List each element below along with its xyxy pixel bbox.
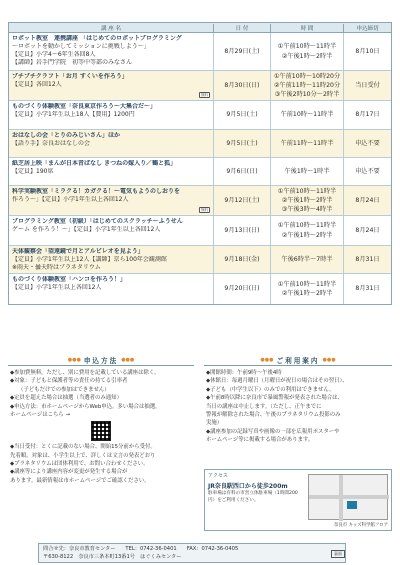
event-deadline: 当日受付 <box>343 71 391 100</box>
table-row <box>9 158 391 186</box>
event-date: 9月6日(日) <box>213 158 270 185</box>
event-time: 午後1時～1時半 <box>284 167 330 175</box>
apply-title: ●●● 申込方法 ●●● <box>8 355 194 366</box>
event-title: プチプチクラフト「お月 すくいを作ろう」 <box>12 73 128 80</box>
event-detail: 【定員】小学1年生以上18人【費用】1200円 <box>12 111 135 119</box>
header-deadline: 申込締切 <box>343 24 391 32</box>
event-date: 9月13日(日) <box>213 216 270 245</box>
qr-code-icon[interactable] <box>91 421 111 441</box>
free-badge-icon: 無料 <box>199 207 210 213</box>
header-time: 時 間 <box>270 24 343 32</box>
event-deadline: 8月24日 <box>343 186 391 215</box>
map-building-icon <box>347 501 357 509</box>
event-date: 9月20日(日) <box>213 274 270 304</box>
event-name-cell <box>9 186 213 215</box>
event-name-cell <box>9 101 213 129</box>
usage-list <box>204 369 392 444</box>
event-title: ものづくり体験教室「奈良東京作ろう～大集合だ～」 <box>12 103 157 110</box>
event-date: 9月5日(土) <box>213 101 270 129</box>
event-detail: 【講師】岩手門学院 初等中等部のみなさん <box>12 59 133 67</box>
event-time: ②午後1時～2時半 <box>281 231 333 239</box>
apply-item: ◆定員を超えた場合は抽選（当選者のみ通知） <box>10 395 122 402</box>
apply-item: （子どもだけでの参加はできません） <box>18 386 110 393</box>
event-date: 8月29日(土) <box>213 33 270 70</box>
event-date: 9月5日(土) <box>213 130 270 157</box>
event-detail: ゲーム を作ろう！～」【定員】小学1年生以上各回12人 <box>12 226 161 234</box>
table-row <box>9 130 391 158</box>
event-deadline: 8月17日 <box>343 101 391 129</box>
event-time-cell <box>270 130 343 157</box>
event-time-cell <box>270 216 343 245</box>
apply-item: ◆参加費無料。ただし、別に費用を記載している講座は除く。 <box>10 370 160 376</box>
event-time: 午前10時～11時半 <box>280 111 334 119</box>
event-name-cell <box>9 158 213 185</box>
usage-item: ◆開館時間：午前9時～午後4時 <box>206 370 282 376</box>
event-detail: 【定員】各回12人 <box>12 81 62 89</box>
usage-item: ◆休館日：毎週月曜日（月曜日が祝日の場合はその翌日）、 <box>206 378 348 385</box>
apply-item: 先着順。対象は、小学生以上で、詳しくは文言の発表どおり <box>10 452 156 459</box>
footer-fax: FAX：0742-36-0405 <box>186 546 239 552</box>
event-title: 天体観察会「望遠鏡で月とアルビレオを見よう」 <box>12 248 144 255</box>
event-date: 9月12日(土) <box>213 186 270 215</box>
usage-item: ◆子ども（中学生以下）のみでの利用はできません。 <box>206 386 335 393</box>
event-time-cell <box>270 186 343 215</box>
event-time: ①午前10時～11時半 <box>277 222 337 230</box>
event-title: ものづくり体験教室「ハンコを作ろう！」 <box>12 276 127 283</box>
apply-item: ホームページはこちら → <box>10 411 71 418</box>
apply-item: ◆申込方法：市ホームページからWeb申込。多い場合は抽選。 <box>10 403 161 410</box>
event-detail: 【語り手】奈良おはなしの会 <box>12 140 91 148</box>
event-date: 8月30日(日) <box>213 71 270 100</box>
access-header: アクセス <box>208 473 228 479</box>
map-road <box>339 475 343 521</box>
table-row <box>9 101 391 130</box>
usage-item: 当日の講座は中止します。（ただし、正午までに <box>206 403 322 410</box>
apply-item: ◆当日受付：とくに記載のない場合、開始15分前から受付。 <box>10 444 156 451</box>
event-time: ②午後1時～2時半 <box>281 290 333 297</box>
event-name-cell <box>9 246 213 273</box>
event-name-cell <box>9 71 213 100</box>
event-detail: 作ろう～」【定員】小学1年生以上各回12人 <box>12 196 129 204</box>
usage-title: ●●● ご利用案内 ●●● <box>204 355 392 366</box>
usage-item: 実施） <box>206 420 223 427</box>
event-time-cell <box>270 33 343 70</box>
event-time: 午前11時～11時半 <box>280 139 334 147</box>
table-body <box>9 33 391 304</box>
event-detail: 【定員】小学4～6年生各回8人 <box>12 51 96 59</box>
event-deadline: 8月24日 <box>343 216 391 245</box>
usage-item: ◆講座参加の記録写真や画像の一部を広報用ポスターや <box>206 428 340 435</box>
event-time-cell <box>270 274 343 304</box>
event-time: 午後6時半～7時半 <box>281 255 333 263</box>
access-station: JR奈良駅西口から徒歩200m <box>208 483 288 490</box>
events-table <box>8 22 392 305</box>
usage-item: ◆午前8時以降に奈良市で暴風警報が発表された場合は、 <box>206 395 343 402</box>
event-title: ロボット教室 連携講座 「はじめてのロボットプログラミング <box>12 35 182 42</box>
event-detail: ※雨天・曇天時はプラネタリウム <box>12 264 101 272</box>
access-map <box>308 474 388 520</box>
footer-address: 〒630-8122 奈良市三条本町13番1号 はぐくみセンター <box>43 553 182 560</box>
table-row <box>9 274 391 304</box>
table-row <box>9 33 391 71</box>
event-title: プログラミング教室（初級）「はじめてのスクラッチ～ふうせん <box>12 218 183 225</box>
apply-item: あります。最新情報は市ホームページでご確認ください。 <box>10 477 150 484</box>
event-deadline: 8月31日 <box>343 246 391 273</box>
event-time: ③午後3時～4時半 <box>281 206 333 214</box>
access-description: 駐車場は有料の市営立体駐車場（1時間200円）をご利用ください。 <box>208 491 298 503</box>
usage-item: 警報が解除された場合、午後のプラネタリウム投影のみ <box>206 411 341 418</box>
apply-item: ◆講座等により講座内容が変更が発生する場合が <box>10 469 128 476</box>
header-date: 日 付 <box>213 24 270 32</box>
footer-org: 問合せ先：奈良市教育センター <box>43 546 116 552</box>
event-detail: 【定員】190席 <box>12 168 54 176</box>
apply-list <box>8 369 194 485</box>
event-time: ①午前10時～10時20分 <box>273 72 341 80</box>
map-caption: 奈良市 キッズ科学館フロア <box>334 523 388 528</box>
event-name-cell <box>9 130 213 157</box>
event-deadline: 8月31日 <box>343 274 391 304</box>
apply-column <box>8 355 194 485</box>
table-row <box>9 216 391 246</box>
event-deadline: 8月10日 <box>343 33 391 70</box>
qr-code-wrap <box>8 421 194 441</box>
access-box <box>204 469 392 531</box>
event-detail: 【定員】小学1年生以上各回12人 <box>12 284 102 292</box>
event-name-cell <box>9 216 213 245</box>
event-time: ②午前11時～11時20分 <box>273 81 341 89</box>
table-row <box>9 246 391 274</box>
table-row <box>9 71 391 101</box>
table-header <box>9 23 391 33</box>
event-time-cell <box>270 71 343 100</box>
apply-item: ◆プラネタリウムは団体利用で、お問い合わせください。 <box>10 461 149 467</box>
event-detail: ～ロボットを動かしてミッションに挑戦しよう～」 <box>12 43 150 51</box>
event-time: ①午前10時～11時半 <box>277 280 337 288</box>
event-time-cell <box>270 158 343 185</box>
event-time-cell <box>270 101 343 129</box>
free-badge-icon: 無料 <box>199 92 210 98</box>
event-date: 9月18日(金) <box>213 246 270 273</box>
page-flag: 裏面 <box>331 550 345 558</box>
event-time: ②午後1時～2時半 <box>281 52 333 60</box>
map-road <box>309 495 389 499</box>
info-section <box>8 355 392 535</box>
event-time: ①午前10時～11時半 <box>277 187 337 195</box>
event-name-cell <box>9 274 213 304</box>
event-time: ①午前10時～11時半 <box>277 43 337 51</box>
usage-item: ホームページ等に掲載する場合があります。 <box>206 437 314 443</box>
event-deadline: 申込不要 <box>343 130 391 157</box>
event-name-cell <box>9 33 213 70</box>
event-time-cell <box>270 246 343 273</box>
event-title: 科学実験教室「ミラクる！カガクる！～電気もようのしおりを <box>12 188 181 195</box>
footer-tel: TEL：0742-36-0401 <box>125 546 177 552</box>
header-name: 講 座 名 <box>101 25 121 32</box>
event-deadline: 申込不要 <box>343 158 391 185</box>
event-title: 紙芝居上映「まんが日本昔ばなし きつねの嫁入り／鶴と狐」 <box>12 160 177 167</box>
usage-column <box>204 355 392 528</box>
table-row <box>9 186 391 216</box>
apply-item: ◆対象：子どもと保護者等の責任の持てる引率者 <box>10 378 128 385</box>
event-title: おはなしの会「とりのみじいさん」ほか <box>12 132 121 139</box>
contact-footer <box>38 543 346 563</box>
event-time: ③午後2時10分～2時半 <box>274 91 340 99</box>
event-detail: 【定員】小学1年生以上12人【講師】京ら100年会観測館 <box>12 256 167 264</box>
event-time: ②午後1時～2時半 <box>281 196 333 204</box>
